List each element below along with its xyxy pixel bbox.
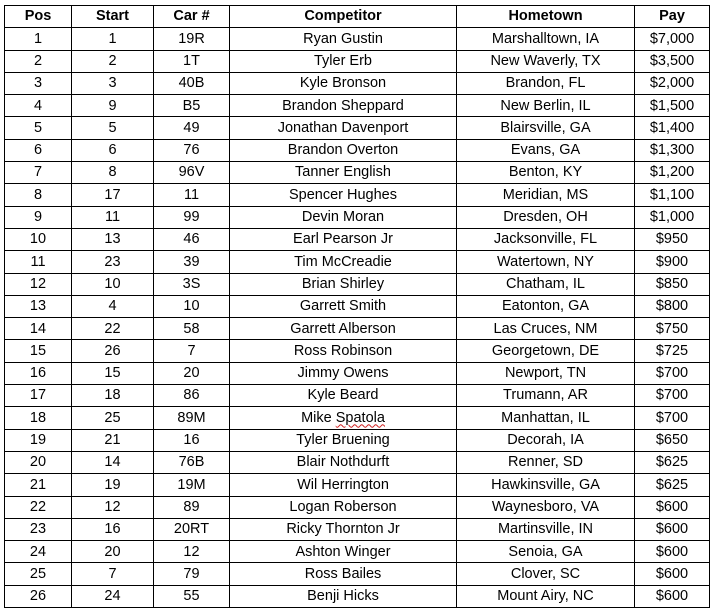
cell-pos: 15 [5,340,72,362]
cell-hometown: Benton, KY [457,162,635,184]
cell-pos: 2 [5,50,72,72]
cell-pay: $950 [635,228,710,250]
cell-pay: $900 [635,251,710,273]
cell-start: 15 [72,362,154,384]
cell-hometown: Trumann, AR [457,385,635,407]
cell-pos: 11 [5,251,72,273]
cell-pay: $1,300 [635,139,710,161]
cell-start: 9 [72,95,154,117]
cell-car: 58 [154,318,230,340]
cell-car: 49 [154,117,230,139]
cell-pos: 13 [5,295,72,317]
cell-hometown: Marshalltown, IA [457,28,635,50]
cell-hometown: Meridian, MS [457,184,635,206]
cell-pos: 18 [5,407,72,429]
cell-hometown: New Waverly, TX [457,50,635,72]
cell-hometown: Dresden, OH [457,206,635,228]
column-header-car: Car # [154,6,230,28]
results-table [4,5,710,608]
table-row [5,251,710,273]
cell-start: 18 [72,385,154,407]
cell-competitor: Ross Bailes [230,563,457,585]
cell-hometown: New Berlin, IL [457,95,635,117]
column-header-competitor: Competitor [230,6,457,28]
cell-competitor: Brandon Sheppard [230,95,457,117]
cell-hometown: Manhattan, IL [457,407,635,429]
cell-car: 19R [154,28,230,50]
table-row [5,474,710,496]
cell-car: 7 [154,340,230,362]
cell-start: 16 [72,518,154,540]
cell-start: 20 [72,541,154,563]
spellcheck-flagged-word: Spatola [335,409,385,426]
cell-car: 55 [154,585,230,607]
cell-start: 6 [72,139,154,161]
cell-pay: $700 [635,385,710,407]
cell-car: 76 [154,139,230,161]
cell-pay: $1,100 [635,184,710,206]
cell-pay: $650 [635,429,710,451]
cell-start: 14 [72,451,154,473]
cell-start: 5 [72,117,154,139]
table-row [5,451,710,473]
table-row [5,563,710,585]
cell-pay: $800 [635,295,710,317]
table-row [5,295,710,317]
cell-pos: 16 [5,362,72,384]
cell-start: 12 [72,496,154,518]
cell-hometown: Mount Airy, NC [457,585,635,607]
cell-pay: $2,000 [635,72,710,94]
cell-start: 26 [72,340,154,362]
table-row [5,429,710,451]
cell-pos: 25 [5,563,72,585]
cell-hometown: Watertown, NY [457,251,635,273]
table-row [5,362,710,384]
cell-start: 25 [72,407,154,429]
cell-pay: $3,500 [635,50,710,72]
cell-pay: $700 [635,362,710,384]
cell-pay: $1,400 [635,117,710,139]
cell-pay: $725 [635,340,710,362]
cell-start: 7 [72,563,154,585]
cell-hometown: Eatonton, GA [457,295,635,317]
cell-pos: 17 [5,385,72,407]
cell-hometown: Jacksonville, FL [457,228,635,250]
cell-car: 19M [154,474,230,496]
table-row [5,273,710,295]
cell-start: 24 [72,585,154,607]
cell-hometown: Blairsville, GA [457,117,635,139]
cell-pay: $700 [635,407,710,429]
cell-pos: 3 [5,72,72,94]
cell-competitor: Tim McCreadie [230,251,457,273]
cell-competitor: Ricky Thornton Jr [230,518,457,540]
cell-car: 16 [154,429,230,451]
cell-competitor: Devin Moran [230,206,457,228]
cell-pay: $7,000 [635,28,710,50]
cell-competitor [230,407,457,429]
table-row [5,117,710,139]
cell-hometown: Martinsville, IN [457,518,635,540]
cell-pay: $1,200 [635,162,710,184]
results-table-container [4,5,710,608]
cell-pay: $600 [635,496,710,518]
cell-car: 1T [154,50,230,72]
cell-pos: 6 [5,139,72,161]
column-header-pos: Pos [5,6,72,28]
cell-start: 23 [72,251,154,273]
table-row [5,162,710,184]
cell-car: 99 [154,206,230,228]
cell-start: 11 [72,206,154,228]
cell-car: 39 [154,251,230,273]
table-row [5,496,710,518]
cell-start: 1 [72,28,154,50]
cell-start: 4 [72,295,154,317]
cell-competitor: Spencer Hughes [230,184,457,206]
cell-start: 22 [72,318,154,340]
table-row [5,228,710,250]
cell-car: B5 [154,95,230,117]
cell-pos: 22 [5,496,72,518]
cell-competitor: Ryan Gustin [230,28,457,50]
cell-competitor: Tyler Bruening [230,429,457,451]
table-row [5,184,710,206]
cell-pos: 5 [5,117,72,139]
cell-hometown: Waynesboro, VA [457,496,635,518]
cell-pos: 19 [5,429,72,451]
competitor-first-name: Mike [301,409,332,426]
cell-pos: 21 [5,474,72,496]
cell-competitor: Kyle Beard [230,385,457,407]
cell-pos: 20 [5,451,72,473]
cell-pos: 7 [5,162,72,184]
cell-pos: 12 [5,273,72,295]
cell-car: 76B [154,451,230,473]
cell-competitor: Ross Robinson [230,340,457,362]
cell-pos: 9 [5,206,72,228]
cell-pos: 1 [5,28,72,50]
table-row [5,385,710,407]
cell-pay: $600 [635,518,710,540]
cell-competitor: Jimmy Owens [230,362,457,384]
column-header-pay: Pay [635,6,710,28]
cell-hometown: Renner, SD [457,451,635,473]
cell-car: 3S [154,273,230,295]
cell-competitor: Ashton Winger [230,541,457,563]
cell-competitor: Brian Shirley [230,273,457,295]
cell-start: 2 [72,50,154,72]
cell-car: 11 [154,184,230,206]
table-row [5,340,710,362]
cell-pay: $625 [635,474,710,496]
cell-hometown: Decorah, IA [457,429,635,451]
cell-hometown: Georgetown, DE [457,340,635,362]
cell-hometown: Newport, TN [457,362,635,384]
cell-start: 13 [72,228,154,250]
cell-hometown: Senoia, GA [457,541,635,563]
cell-pos: 4 [5,95,72,117]
cell-competitor: Kyle Bronson [230,72,457,94]
table-row [5,585,710,607]
cell-hometown: Hawkinsville, GA [457,474,635,496]
table-row [5,541,710,563]
cell-start: 8 [72,162,154,184]
table-row [5,206,710,228]
cell-start: 17 [72,184,154,206]
cell-competitor: Tyler Erb [230,50,457,72]
cell-car: 20RT [154,518,230,540]
cell-pay: $600 [635,541,710,563]
table-row [5,28,710,50]
cell-competitor: Blair Nothdurft [230,451,457,473]
cell-pay: $625 [635,451,710,473]
table-row [5,50,710,72]
cell-competitor: Benji Hicks [230,585,457,607]
cell-car: 20 [154,362,230,384]
cell-car: 96V [154,162,230,184]
cell-pay: $850 [635,273,710,295]
cell-competitor: Earl Pearson Jr [230,228,457,250]
cell-pos: 8 [5,184,72,206]
cell-pay: $1,500 [635,95,710,117]
cell-competitor: Wil Herrington [230,474,457,496]
cell-competitor: Jonathan Davenport [230,117,457,139]
cell-hometown: Clover, SC [457,563,635,585]
cell-car: 40B [154,72,230,94]
cell-hometown: Brandon, FL [457,72,635,94]
cell-car: 12 [154,541,230,563]
table-row [5,95,710,117]
results-body [5,28,710,608]
cell-pos: 10 [5,228,72,250]
table-row [5,72,710,94]
cell-pos: 23 [5,518,72,540]
cell-competitor: Tanner English [230,162,457,184]
table-row [5,318,710,340]
cell-pay: $1,000 [635,206,710,228]
cell-start: 10 [72,273,154,295]
cell-hometown: Las Cruces, NM [457,318,635,340]
column-header-start: Start [72,6,154,28]
cell-pay: $750 [635,318,710,340]
table-row [5,407,710,429]
cell-competitor: Garrett Smith [230,295,457,317]
cell-car: 89 [154,496,230,518]
cell-car: 46 [154,228,230,250]
cell-pos: 14 [5,318,72,340]
cell-car: 86 [154,385,230,407]
table-row [5,518,710,540]
cell-pay: $600 [635,585,710,607]
cell-hometown: Evans, GA [457,139,635,161]
cell-pos: 24 [5,541,72,563]
cell-hometown: Chatham, IL [457,273,635,295]
cell-start: 21 [72,429,154,451]
cell-competitor: Logan Roberson [230,496,457,518]
cell-car: 89M [154,407,230,429]
column-header-hometown: Hometown [457,6,635,28]
cell-competitor: Brandon Overton [230,139,457,161]
cell-competitor: Garrett Alberson [230,318,457,340]
cell-start: 19 [72,474,154,496]
cell-pos: 26 [5,585,72,607]
cell-pay: $600 [635,563,710,585]
cell-car: 10 [154,295,230,317]
table-row [5,139,710,161]
cell-car: 79 [154,563,230,585]
cell-start: 3 [72,72,154,94]
header-row [5,6,710,28]
